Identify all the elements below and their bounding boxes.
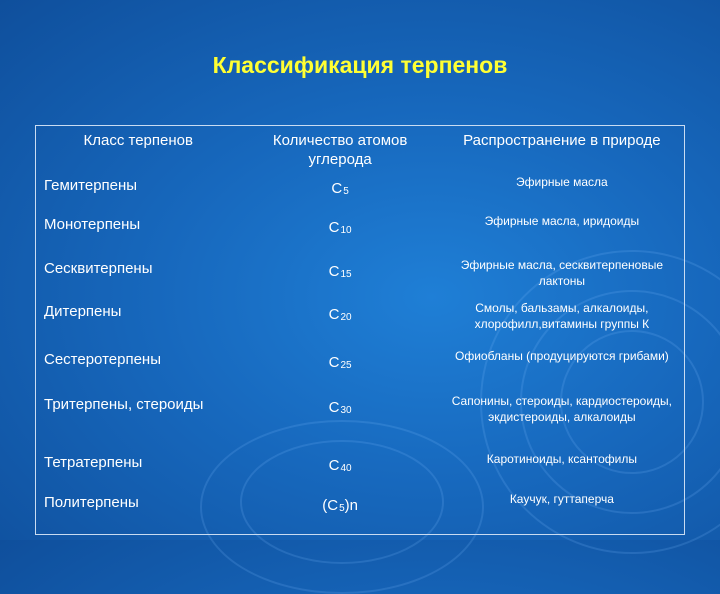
table-row [36,257,685,300]
row-distribution: Эфирные масла [516,175,608,189]
table-row [36,451,685,491]
table-row [36,348,685,393]
row-distribution: Офиобланы (продуцируются грибами) [454,349,669,363]
carbon-suffix: )n [344,497,358,514]
row-name: Гемитерпены [44,177,138,194]
carbon-count: 15 [340,269,352,280]
table-row [36,174,685,213]
table-row [36,213,685,257]
carbon-count: 5 [343,186,349,197]
table-row [36,393,685,451]
row-carbon [241,348,440,393]
row-distribution: Сапонины, стероиды, кардиостероиды, экдистероиды, алкалоиды [451,394,673,424]
carbon-count: 20 [340,312,352,323]
table-header-row [36,126,685,175]
carbon-count: 30 [340,405,352,416]
carbon-count: 25 [340,360,352,371]
row-distribution: Смолы, бальзамы, алкалоиды, хлорофилл,витамины группы К [474,301,650,331]
terpene-table [35,125,685,535]
carbon-count: 40 [340,463,352,474]
carbon-count: 10 [340,225,352,236]
row-name: Сесквитерпены [44,260,153,277]
row-carbon [241,174,440,213]
table-row [36,491,685,535]
row-name: Сестеротерпены [44,351,161,368]
carbon-symbol: C [328,306,340,323]
carbon-symbol: C [328,263,340,280]
row-distribution: Каучук, гуттаперча [509,492,614,506]
carbon-symbol: C [328,354,340,371]
row-distribution: Каротиноиды, ксантофилы [486,452,637,466]
row-carbon [241,491,440,535]
header-carbon: Количество атомов углерода [272,132,408,168]
carbon-count: 5 [339,503,345,514]
row-carbon [241,300,440,348]
row-distribution: Эфирные масла, сесквитерпеновые лактоны [460,258,663,288]
carbon-symbol: C [328,399,340,416]
row-name: Тритерпены, стероиды [44,396,204,413]
row-distribution: Эфирные масла, иридоиды [484,214,640,228]
table-row [36,300,685,348]
row-carbon [241,451,440,491]
row-carbon [241,257,440,300]
carbon-symbol: C [331,180,343,197]
header-class: Класс терпенов [83,132,193,149]
header-distribution: Распространение в природе [463,132,661,149]
row-carbon [241,393,440,451]
row-name: Политерпены [44,494,139,511]
row-name: Монотерпены [44,216,141,233]
row-name: Дитерпены [44,303,122,320]
slide-title: Классификация терпенов [212,52,508,78]
carbon-symbol: C [328,457,340,474]
carbon-symbol: (C [322,497,339,514]
row-carbon [241,213,440,257]
carbon-symbol: C [328,219,340,236]
row-name: Тетратерпены [44,454,143,471]
